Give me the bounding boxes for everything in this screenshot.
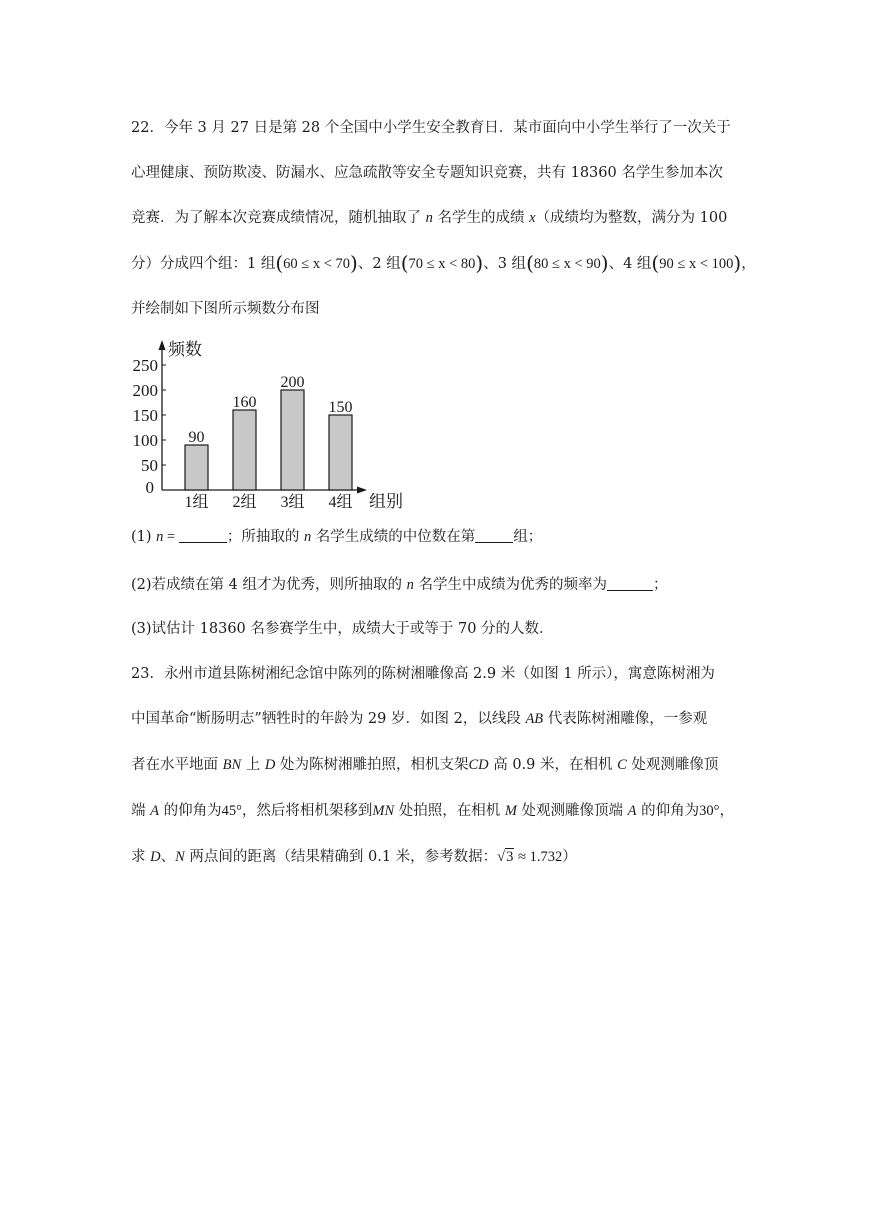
q23-text-5c: 两点间的距离（结果精确到 0.1 米，参考数据： [184, 849, 498, 865]
q22-text-4b: 、2 组 [357, 256, 401, 272]
bar-3 [281, 390, 304, 490]
q23-text-3c: 处为陈树湘雕拍照，相机支架 [275, 757, 469, 773]
frequency-bar-chart [125, 335, 415, 515]
q23-text-5d: ） [562, 849, 577, 865]
q22-text-3a: 竞赛．为了解本次竞赛成绩情况，随机抽取了 [131, 210, 426, 226]
var-n: n [156, 529, 164, 545]
group-3-range: 80 ≤ x < 90 [533, 256, 601, 272]
q23-text-4c: ，然后将相机架移到 [241, 803, 373, 819]
q23-line-3 [131, 755, 718, 775]
bar-value-label: 200 [280, 374, 305, 391]
q22-part-2 [131, 575, 667, 595]
q23-text-3e: 处观测雕像顶 [626, 757, 719, 773]
var-n: n [425, 210, 433, 226]
y-tick-label: 100 [132, 431, 158, 450]
q23-text-5a: 求 [131, 849, 151, 865]
q23-text-4d: 处拍照，在相机 [394, 803, 505, 819]
part-2-text-c: ； [652, 577, 668, 593]
bar-1 [185, 445, 208, 490]
chart-bars [185, 390, 352, 490]
category-label: 1组 [184, 494, 209, 511]
q22-text-2: 心理健康、预防欺凌、防漏水、应急疏散等安全专题知识竞赛，共有 18360 名学生参加本次 [131, 165, 723, 181]
q23-line-1 [131, 664, 715, 684]
q22-text-4a: 分）分成四个组：1 组 [131, 256, 276, 272]
category-label: 2组 [232, 494, 257, 511]
y-tick-label: 250 [132, 356, 158, 375]
q23-text-4g: ， [719, 803, 734, 819]
part-1-text-c: ；所抽取的 [226, 529, 304, 545]
point-m: M [504, 803, 517, 819]
part-2-text-b: 名学生中成绩为优秀的频率为 [413, 577, 607, 593]
category-label: 4组 [328, 494, 353, 511]
point-c: C [617, 757, 627, 773]
equals-sign: = [163, 529, 179, 545]
answer-blank-n[interactable] [179, 528, 227, 543]
q22-text-1: 22．今年 3 月 27 日是第 28 个全国中小学生安全教育日．某市面向中小学生举行了一次关于 [131, 120, 731, 136]
q23-text-3b: 上 [241, 757, 265, 773]
q23-text-4b: 的仰角为 [158, 803, 222, 819]
q23-text-2b: 代表陈树湘雕像，一参观 [543, 711, 708, 727]
group-2-range: 70 ≤ x < 80 [408, 256, 476, 272]
y-axis-title: 频数 [168, 340, 202, 359]
q22-part-3 [131, 619, 554, 639]
q22-line-5 [131, 299, 320, 319]
segment-bn: BN [222, 757, 242, 773]
segment-cd: CD [468, 757, 489, 773]
var-n: n [303, 529, 312, 545]
bar-2 [233, 410, 256, 490]
point-d: D [150, 849, 161, 865]
q22-text-4e: ， [741, 256, 756, 272]
segment-ab: AB [525, 711, 544, 727]
q23-text-4e: 处观测雕像顶端 [516, 803, 628, 819]
q22-text-4c: 、3 组 [483, 256, 527, 272]
q22-line-4: 分）分成四个组：1 组(60 ≤ x < 70)、2 组(70 ≤ x < 80)、3 组(80 ≤ x < 90)、4 组(90 ≤ x < 100)， [131, 251, 756, 275]
part-3-text: (3)试估计 18360 名参赛学生中，成绩大于或等于 70 分的人数． [131, 621, 554, 637]
y-axis-arrow [159, 340, 166, 350]
y-tick-label: 0 [145, 478, 154, 497]
group-4-range: 90 ≤ x < 100 [659, 256, 734, 272]
q22-line-1 [131, 118, 731, 138]
y-tick-label: 200 [132, 381, 158, 400]
q23-line-2 [131, 709, 707, 729]
var-n: n [406, 577, 414, 593]
point-a: A [627, 803, 637, 819]
angle-30: 30° [699, 803, 720, 819]
q23-text-5b: 、 [160, 849, 176, 865]
angle-45: 45° [221, 803, 242, 819]
group-1-range: 60 ≤ x < 70 [283, 256, 351, 272]
bar-value-label: 90 [188, 429, 205, 446]
part-1-label: (1) [131, 529, 157, 545]
var-x: x [529, 210, 536, 226]
sqrt-radicand: 3 [506, 849, 514, 865]
q22-line-3 [131, 208, 727, 228]
point-n: N [175, 849, 185, 865]
x-axis-title: 组别 [369, 492, 403, 511]
bar-4 [329, 415, 352, 490]
bar-value-label: 160 [232, 394, 257, 411]
y-tick-label: 150 [132, 406, 158, 425]
q23-text-1: 23．永州市道县陈树湘纪念馆中陈列的陈树湘雕像高 2.9 米（如图 1 所示），寓意陈树湘为 [131, 666, 715, 682]
sqrt-3: √3 [497, 849, 514, 865]
sqrt-approx-value: ≈ 1.732 [514, 849, 563, 865]
x-axis-arrow [357, 487, 367, 494]
q23-text-4f: 的仰角为 [636, 803, 700, 819]
q22-text-4d: 、4 组 [608, 256, 652, 272]
answer-blank-median-group[interactable] [475, 528, 513, 543]
part-1-text-d: 名学生成绩的中位数在第 [311, 529, 476, 545]
q22-part-1 [131, 527, 542, 547]
q22-text-3c: （成绩均为整数，满分为 100 [535, 210, 728, 226]
part-1-text-e: 组； [513, 529, 543, 545]
y-tick-label: 50 [141, 456, 158, 475]
q22-text-3b: 名学生的成绩 [432, 210, 530, 226]
category-label: 3组 [280, 494, 305, 511]
point-d: D [264, 757, 276, 773]
q22-line-2 [131, 163, 723, 183]
q23-text-4a: 端 [131, 803, 151, 819]
q23-line-5 [131, 847, 577, 867]
q23-line-4 [131, 801, 734, 821]
q22-text-5: 并绘制如下图所示频数分布图 [131, 301, 320, 317]
answer-blank-frequency[interactable] [607, 576, 653, 591]
segment-mn: MN [372, 803, 395, 819]
q23-text-3a: 者在水平地面 [131, 757, 223, 773]
q23-text-2a: 中国革命“断肠明志”牺牲时的年龄为 29 岁．如图 2，以线段 [131, 711, 526, 727]
part-2-text-a: (2)若成绩在第 4 组才为优秀，则所抽取的 [131, 577, 407, 593]
chart-labels [133, 340, 404, 511]
q23-text-3d: 高 0.9 米，在相机 [488, 757, 618, 773]
bar-value-label: 150 [328, 399, 353, 416]
point-a: A [150, 803, 159, 819]
